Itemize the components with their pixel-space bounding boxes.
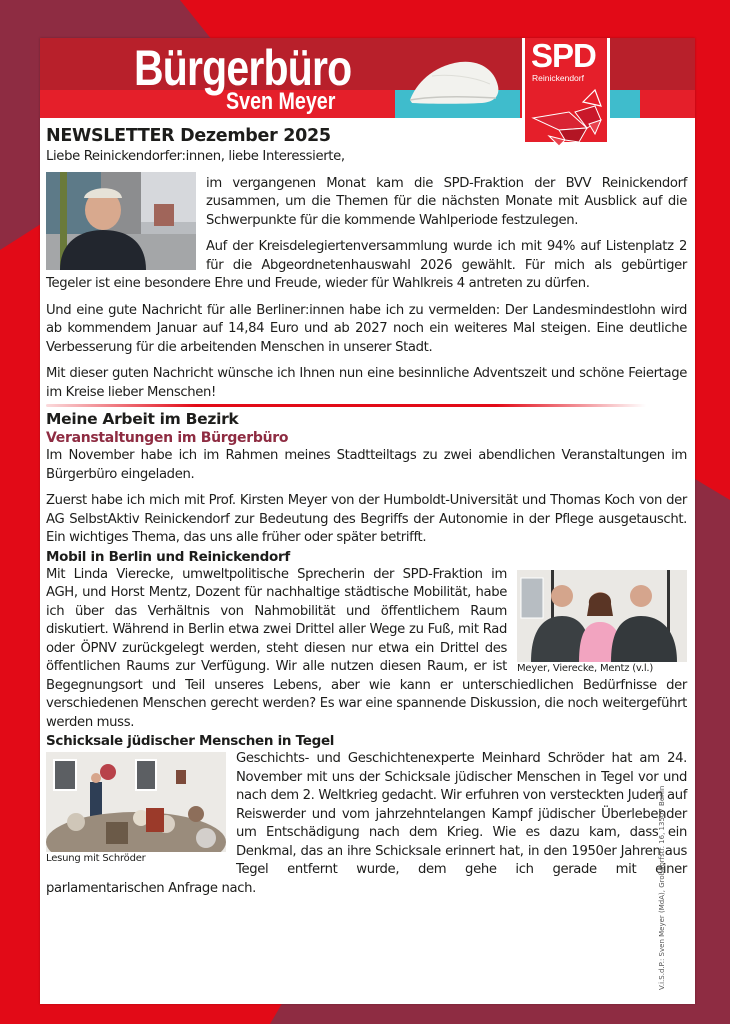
tegel-paragraph: Geschichts- und Geschichtenexperte Meinhard Schröder hat am 24. November mit uns der Schicksale jüdischer Menschen in Tegel vor und nach dem 2. Weltkrieg gedacht. Wir erfuhren von versteckten Juden auf Reiswerder und vom jahrzehntelangen Kampf jüdischer Überlebender um Entschädigung nach dem Krieg. Wie es dazu kam, dass ein Denkmal, das an ihre Schicksale erinnert hat, in den 1950er Jahren aus Tegel entfernt wurde, dem gehe ich gerade mit einer parlamentarischen Anfrage nach. [46,751,687,896]
greeting: Liebe Reinickendorfer:innen, liebe Interessierte, [46,149,345,164]
spd-logo-district: Reinickendorf [532,73,584,83]
section-heading-bezirk: Meine Arbeit im Bezirk [46,410,239,428]
newsletter-page [40,38,695,1004]
events-paragraph-1: Im November habe ich im Rahmen meines Stadtteiltags zu zwei abendlichen Veranstaltungen im Bürgerbüro eingeladen. [46,448,687,482]
banner-subtitle: Sven Meyer [226,88,336,115]
paragraph-4: Mit dieser guten Nachricht wünsche ich Ihnen nun eine besinnliche Adventszeit und schöne Feiertage im Kreise lieber Menschen! [46,366,687,400]
subsection-heading-events: Veranstaltungen im Bürgerbüro [46,430,289,446]
imprint-text: V.i.S.d.P.: Sven Meyer (MdA), Großdorfstr. 16, 13507 Berlin [658,785,666,990]
spd-logo-text: SPD [531,37,596,74]
newsletter-content [46,124,687,898]
events-paragraph-2: Zuerst habe ich mich mit Prof. Kirsten Meyer von der Humboldt-Universität und Thomas Koch von der AG SelbstAktiv Reinickendorf zur Bedeutung des Begriffs der Autonomie in der Pflege ausgetauscht. Ein wichtiges Thema, das uns alle früher oder später betrifft. [46,493,687,545]
group-photo [517,570,687,676]
mobil-paragraph: Mit Linda Vierecke, umweltpolitische Sprecherin der SPD-Fraktion im AGH, und Horst Mentz, Dozent für nachhaltige städtische Mobilität, habe ich über das Verhältnis von Nahmobilität und öffentlichem Raum diskutiert. Während in Berlin etwa zwei Drittel aller Wege zu Fuß, mit Rad oder ÖPNV zurückgelegt werden, steht diesen nur etwa ein Drittel des öffentlichen Raums zur Verfügung. Wir alle nutzen diesen Raum, er ist Begegnungsort und Teil unseres Lebens, aber wie kann er unterschiedlichen Bedürfnisse der verschiedenen Menschen gerecht werden? Es war eine spannende Diskussion, die noch weitergeführt werden muss. [46,566,687,730]
paragraph-1: im vergangenen Monat kam die SPD-Fraktion der BVV Reinickendorf zusammen, um die Themen für die nächsten Monate mit Ausblick auf die Schwerpunkte für die kommende Wahlperiode festzulegen. [206,175,687,228]
group-photo-caption: Meyer, Vierecke, Mentz (v.l.) [517,662,654,674]
divider-line [46,404,646,407]
portrait-photo [46,172,196,270]
header-banner [40,38,695,118]
newsletter-title: NEWSLETTER Dezember 2025 [46,126,331,146]
subsection-heading-tegel: Schicksale jüdischer Menschen in Tegel [46,733,335,749]
subsection-heading-mobil: Mobil in Berlin und Reinickendorf [46,548,290,565]
reading-photo [46,752,226,866]
reading-photo-caption: Lesung mit Schröder [46,853,146,864]
paragraph-3: Und eine gute Nachricht für alle Berliner:innen habe ich zu vermelden: Der Landesmindestlohn wird ab kommendem Januar auf 14,84 Euro und ab 2027 noch ein weiteres Mal steigen. Eine deutliche Verbesserung für die arbeitenden Menschen in unserer Stadt. [46,302,687,355]
flat-cap-icon [402,56,502,108]
paragraph-2: Auf der Kreisdelegiertenversammlung wurde ich mit 94% auf Listenplatz 2 für die Abgeordnetenhauswahl 2026 gewählt. Für mich als gebürtiger Tegeler ist eine besondere Ehre und Freude, wieder für Wahlkreis 4 antreten zu dürfen. [46,239,687,291]
banner-title: Bürgerbüro [134,40,352,96]
